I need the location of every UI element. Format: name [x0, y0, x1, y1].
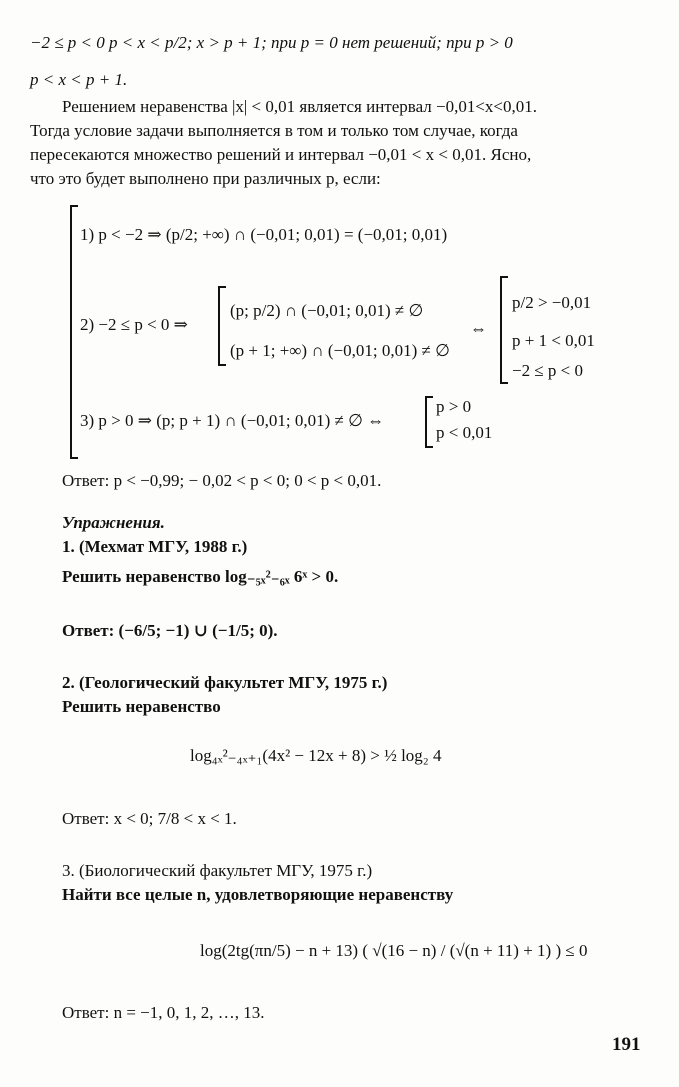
ex3-title: 3. (Биологический факультет МГУ, 1975 г.)	[62, 861, 373, 880]
ex1-task: Решить неравенство log₋₅ₓ²₋₆ₓ 6ˣ > 0.	[62, 567, 339, 586]
ex2-answer: Ответ: x < 0; 7/8 < x < 1.	[62, 809, 237, 828]
case-2-right-brace	[500, 276, 508, 384]
case-3-result-1: p > 0	[436, 397, 472, 416]
case-2-result-3: −2 ≤ p < 0	[512, 361, 584, 380]
ex2-title: 2. (Геологический факультет МГУ, 1975 г.)	[62, 673, 388, 692]
text-line-3: Решением неравенства |x| < 0,01 является интервал −0,01<x<0,01.	[62, 97, 538, 116]
case-1: 1) p < −2 ⇒ (p/2; +∞) ∩ (−0,01; 0,01) = (−0,01; 0,01)	[80, 225, 448, 244]
system-left-brace	[70, 205, 78, 459]
exercises-heading: Упражнения.	[62, 513, 165, 532]
text-line-2: p < x < p + 1.	[30, 70, 128, 89]
ex1-answer: Ответ: (−6/5; −1) ∪ (−1/5; 0).	[62, 621, 278, 640]
case-2-label: 2) −2 ≤ p < 0 ⇒	[80, 315, 188, 334]
page-number: 191	[612, 1034, 641, 1055]
ex3-answer: Ответ: n = −1, 0, 1, 2, …, 13.	[62, 1003, 265, 1022]
ex1-title: 1. (Мехмат МГУ, 1988 г.)	[62, 537, 248, 556]
ex3-formula: log(2tg(πn/5) − n + 13) ( √(16 − n) / (√(n + 11) + 1) ) ≤ 0	[200, 941, 588, 960]
main-answer: Ответ: p < −0,99; − 0,02 < p < 0; 0 < p < 0,01.	[62, 471, 382, 490]
case-3-result-2: p < 0,01	[436, 423, 493, 442]
ex3-task: Найти все целые n, удовлетворяющие неравенству	[62, 885, 454, 904]
ex2-formula: log₄ₓ²₋₄ₓ₊₁(4x² − 12x + 8) > ½ log₂ 4	[190, 746, 442, 765]
case-2-result-1: p/2 > −0,01	[512, 293, 592, 312]
text-line-4: Тогда условие задачи выполняется в том и только том случае, когда	[30, 121, 518, 140]
case-3: 3) p > 0 ⇒ (p; p + 1) ∩ (−0,01; 0,01) ≠ ∅ ⇔	[80, 411, 385, 430]
case-2-result-2: p + 1 < 0,01	[512, 331, 595, 350]
case-2-bracket	[218, 286, 226, 366]
case-2-equivalence: ⇔	[470, 319, 487, 338]
ex2-task: Решить неравенство	[62, 697, 221, 716]
case-3-right-brace	[425, 396, 433, 448]
text-line-5: пересекаются множество решений и интервал −0,01 < x < 0,01. Ясно,	[30, 145, 532, 164]
text-line-1: −2 ≤ p < 0 p < x < p/2; x > p + 1; при p = 0 нет решений; при p > 0	[30, 33, 513, 52]
case-2-line-b: (p + 1; +∞) ∩ (−0,01; 0,01) ≠ ∅	[230, 341, 450, 360]
text-line-6: что это будет выполнено при различных p, если:	[30, 169, 381, 188]
case-2-line-a: (p; p/2) ∩ (−0,01; 0,01) ≠ ∅	[230, 301, 424, 320]
